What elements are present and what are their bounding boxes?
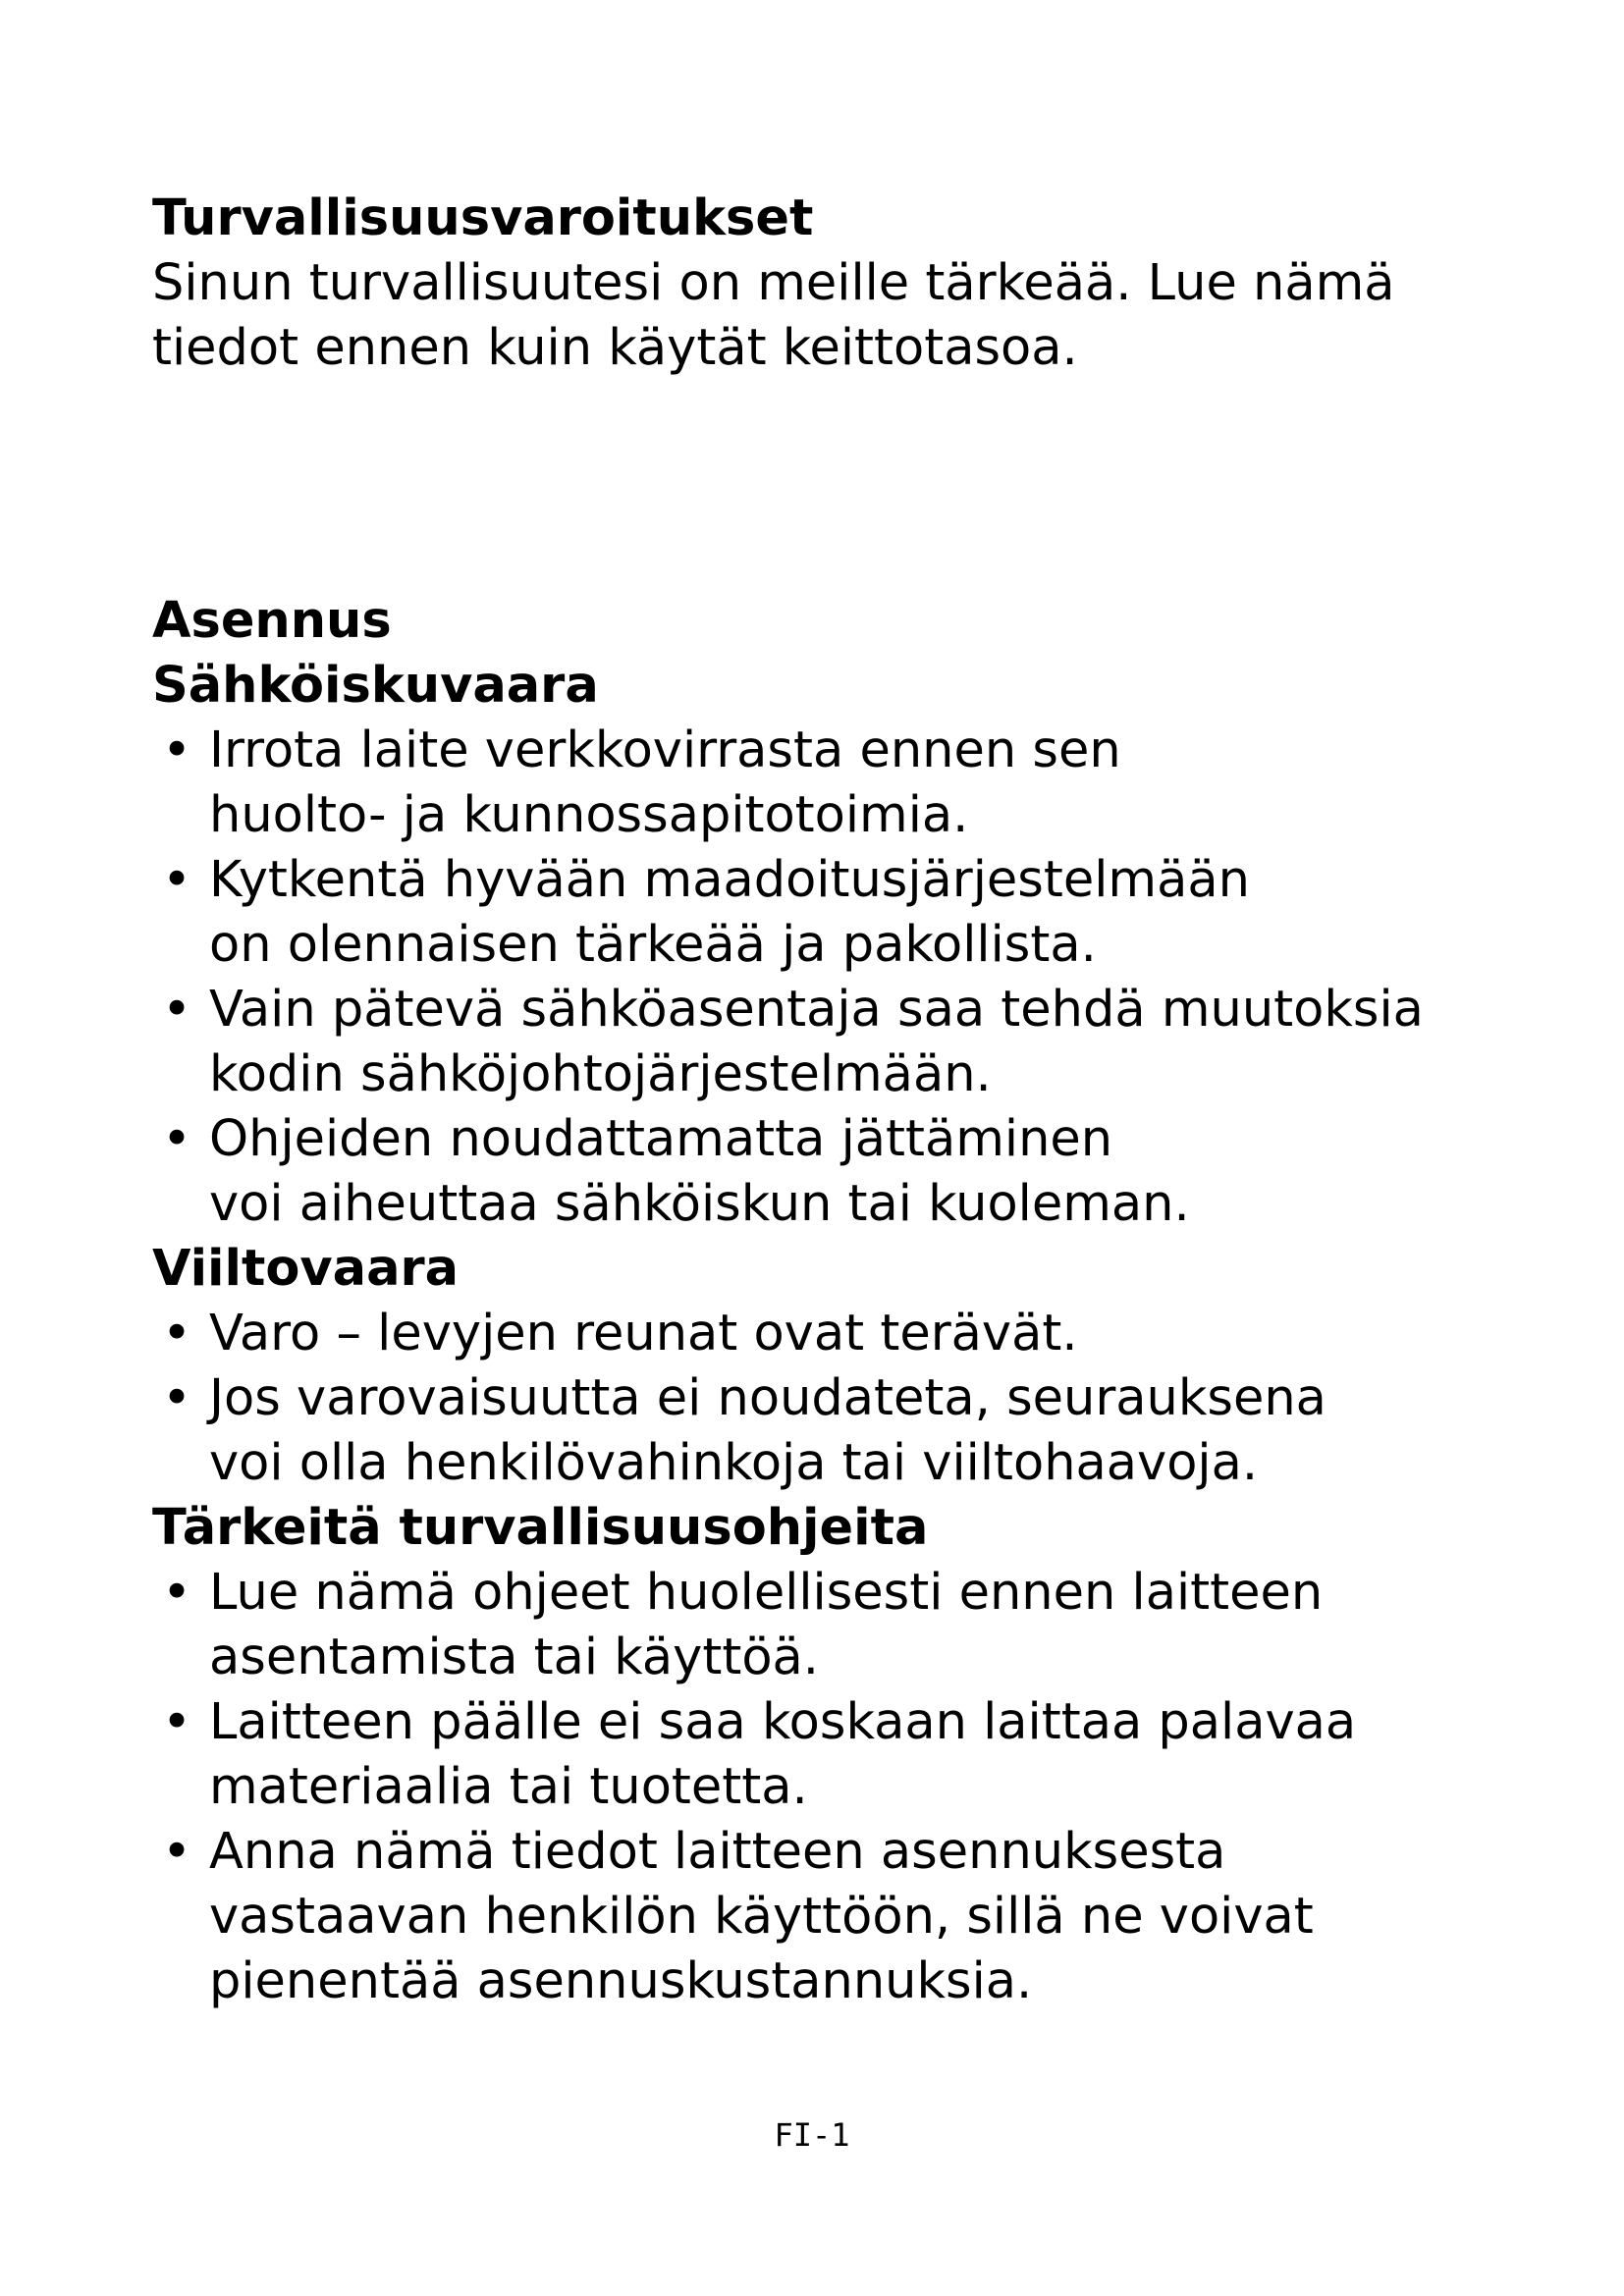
list-item-line: kodin sähköjohtojärjestelmään. [209,1045,992,1103]
bullet-icon: • [162,981,192,1039]
list-item-line: pienentää asennuskustannuksia. [209,1952,1033,2010]
bullet-list-cut-hazard [152,1302,1527,1496]
list-item [152,1561,1527,1690]
subsection-heading-cut-hazard: Viiltovaara [152,1240,460,1298]
list-item-line: Irrota laite verkkovirrasta ennen sen [209,721,1121,779]
subsection-heading-safety-instructions: Tärkeitä turvallisuusohjeita [152,1499,929,1557]
bullet-icon: • [162,1110,192,1168]
list-item-line: Lue nämä ohjeet huolellisesti ennen laitteen [209,1564,1324,1622]
bullet-icon: • [162,851,192,909]
list-item [152,978,1527,1107]
page-title: Turvallisuusvaroitukset [152,189,814,247]
list-item-line: Ohjeiden noudattamatta jättäminen [209,1110,1113,1168]
list-item-line: on olennaisen tärkeää ja pakollista. [209,916,1097,974]
intro-line: Sinun turvallisuutesi on meille tärkeää. Lue nämä [152,254,1395,312]
list-item-line: Kytkentä hyvään maadoitusjärjestelmään [209,851,1250,909]
list-item-line: voi olla henkilövahinkoja tai viiltohaavoja. [209,1434,1259,1492]
bullet-icon: • [162,1564,192,1622]
spacer [152,381,1527,589]
intro-paragraph [152,251,1527,381]
bullet-icon: • [162,1693,192,1751]
list-item-line: Varo – levyjen reunat ovat terävät. [209,1305,1078,1362]
page-number: FI-1 [774,2116,850,2154]
list-item-line: materiaalia tai tuotetta. [209,1758,808,1816]
list-item-line: Laitteen päälle ei saa koskaan laittaa palavaa [209,1693,1357,1751]
bullet-icon: • [162,1305,192,1362]
bullet-list-safety-instructions [152,1561,1527,2014]
list-item-line: voi aiheuttaa sähköiskun tai kuoleman. [209,1175,1190,1233]
bullet-icon: • [162,1823,192,1881]
list-item [152,1366,1527,1496]
document-page [152,187,1527,2014]
list-item [152,1107,1527,1237]
intro-line: tiedot ennen kuin käytät keittotasoa. [152,319,1078,377]
bullet-icon: • [162,721,192,779]
list-item-line: vastaavan henkilön käyttöön, sillä ne voivat [209,1888,1314,1946]
section-heading-installation: Asennus [152,592,392,650]
bullet-list-electric-shock [152,719,1527,1237]
list-item-line: huolto- ja kunnossapitotoimia. [209,786,969,844]
subsection-heading-electric-shock: Sähköiskuvaara [152,657,599,715]
list-item [152,1820,1527,2014]
list-item [152,719,1527,848]
list-item-line: Anna nämä tiedot laitteen asennuksesta [209,1823,1226,1881]
list-item [152,1302,1527,1366]
list-item-line: asentamista tai käyttöä. [209,1629,820,1686]
list-item [152,1690,1527,1820]
bullet-icon: • [162,1369,192,1427]
list-item-line: Jos varovaisuutta ei noudateta, seurauksena [209,1369,1326,1427]
list-item [152,848,1527,978]
list-item-line: Vain pätevä sähköasentaja saa tehdä muutoksia [209,981,1424,1039]
